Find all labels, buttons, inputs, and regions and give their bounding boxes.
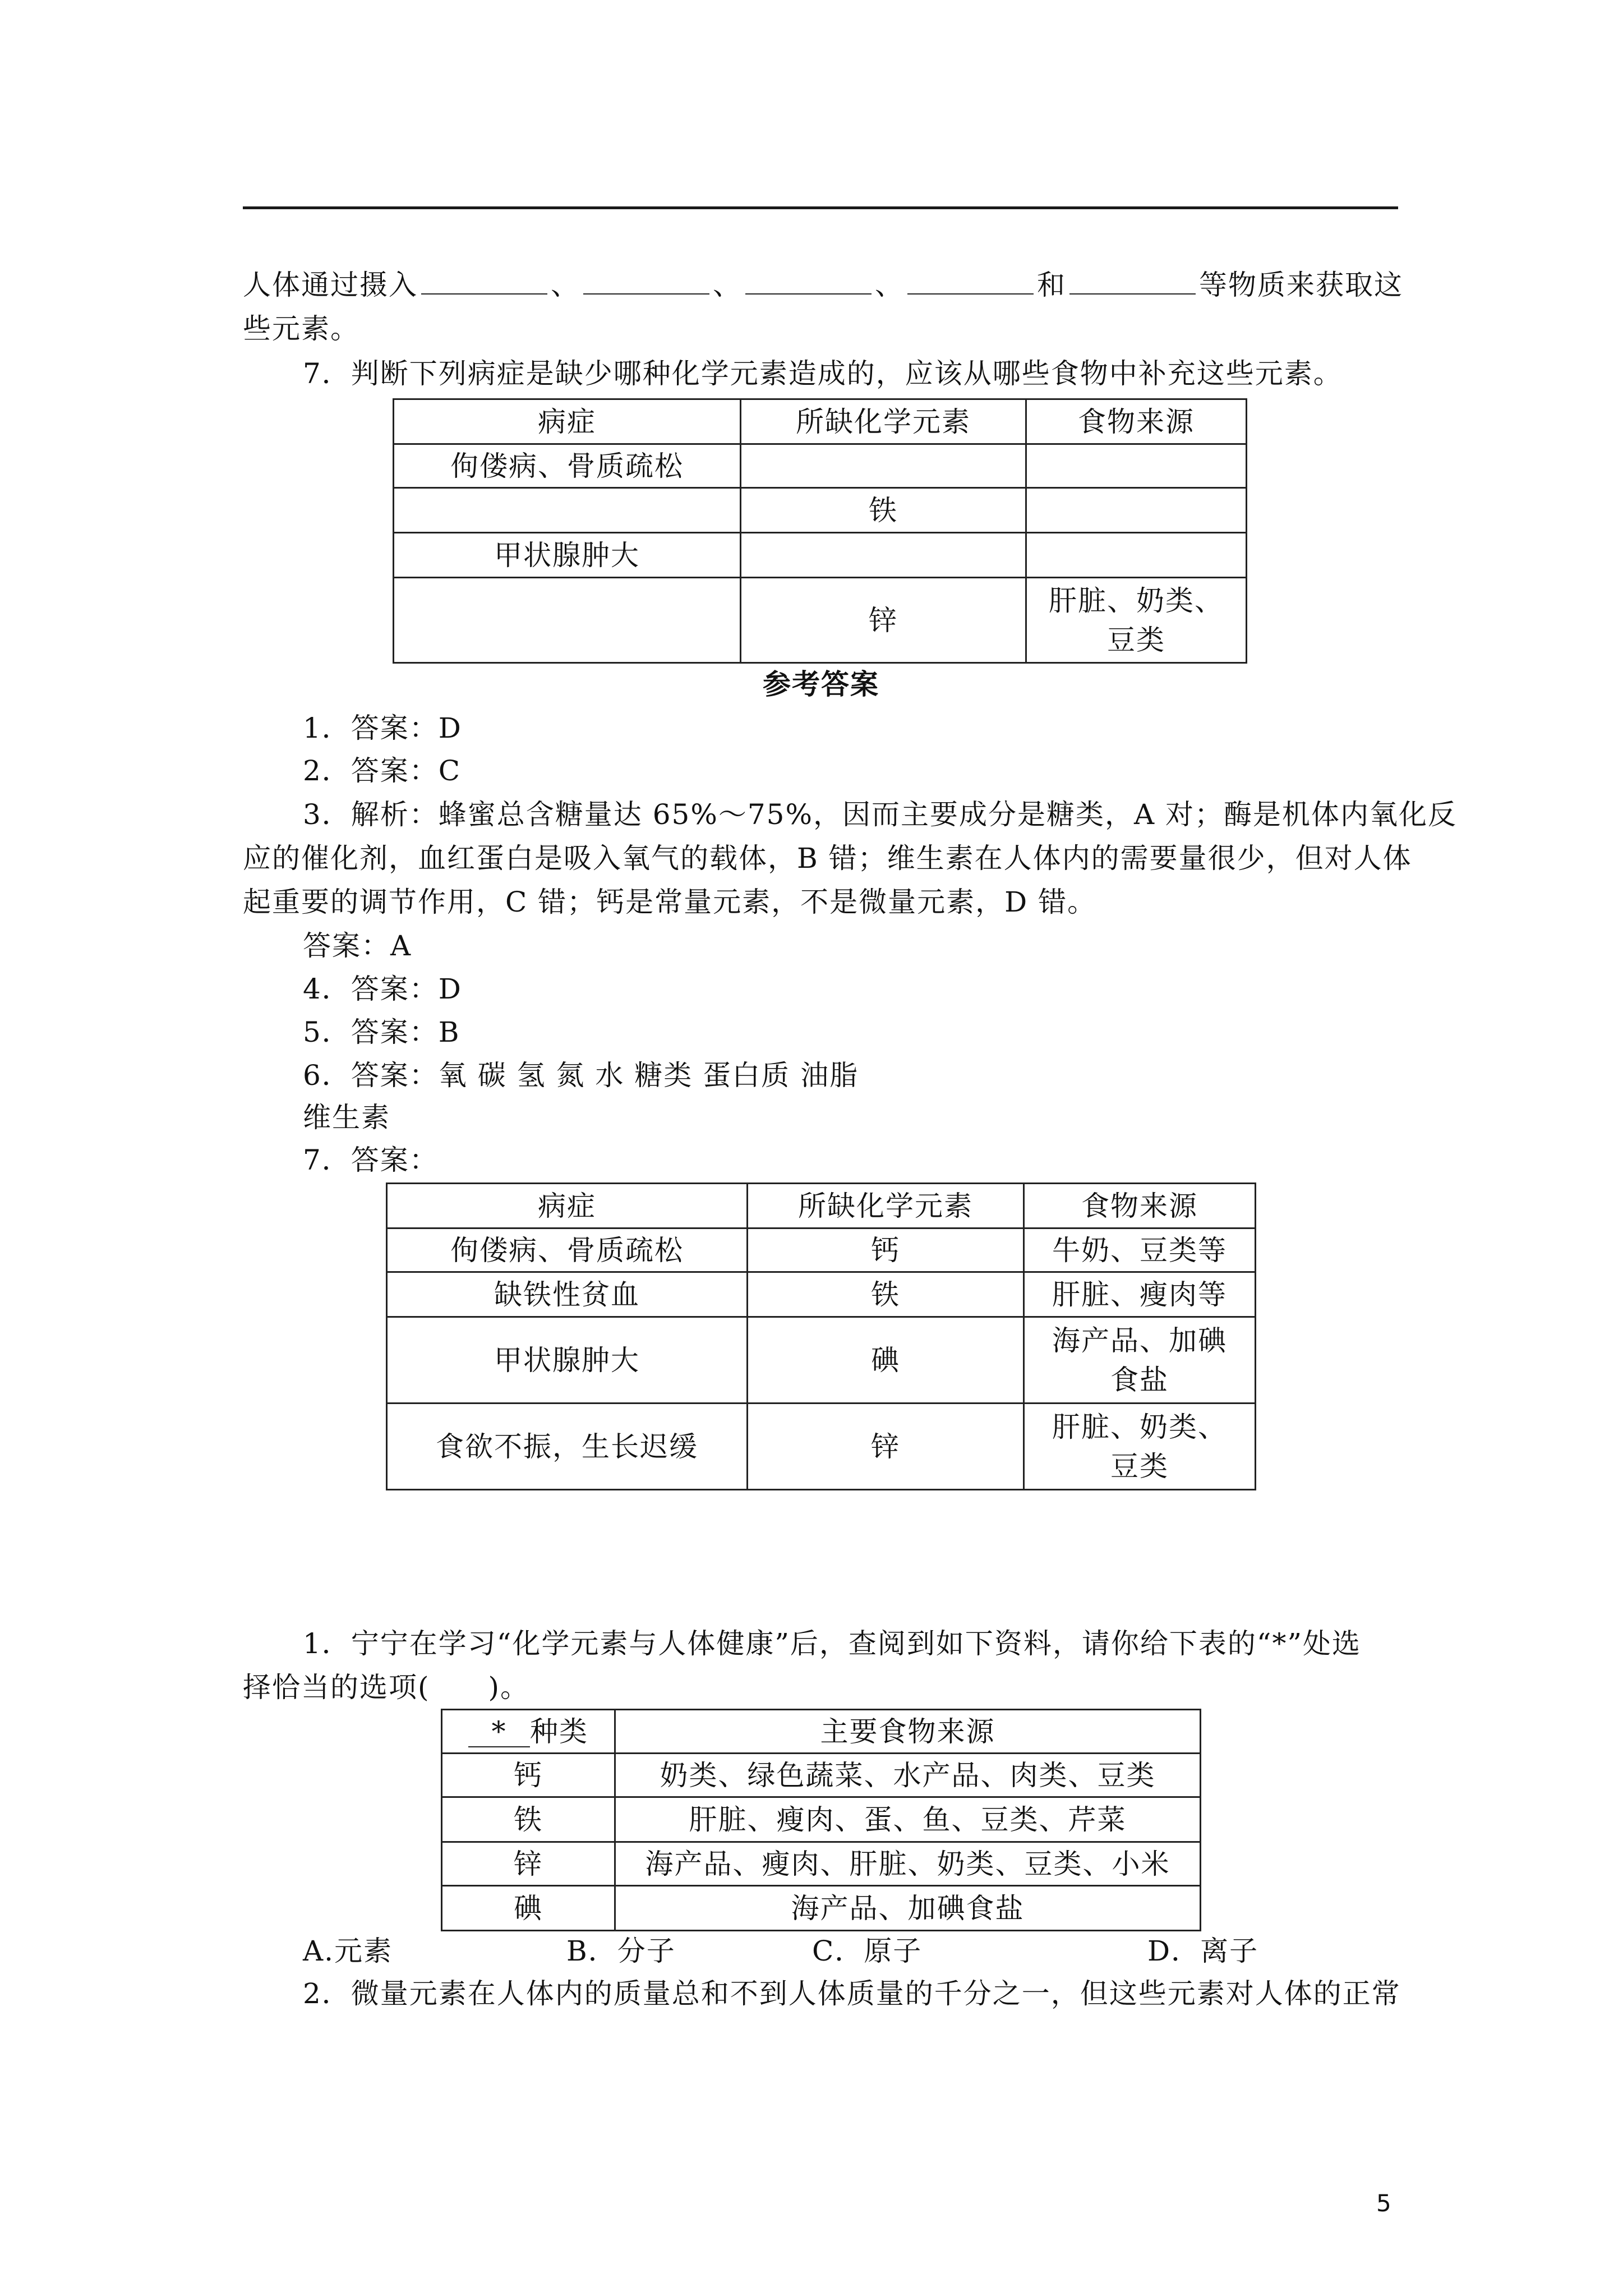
table-cell: 肝脏、奶类、豆类 (1026, 578, 1247, 663)
table-cell: 锌 (442, 1842, 615, 1886)
table-cell (394, 488, 741, 533)
table-header: 病症 (394, 399, 741, 444)
answer-6-line-2: 维生素 (303, 1101, 390, 1134)
table-cell: 缺铁性贫血 (387, 1272, 748, 1317)
question-7: 7．判断下列病症是缺少哪种化学元素造成的，应该从哪些食物中补充这些元素。 (303, 357, 1343, 390)
choice-b[interactable]: B．分子 (566, 1935, 676, 1967)
practice-question-2-line-1: 2．微量元素在人体内的质量总和不到人体质量的千分之一，但这些元素对人体的正常 (303, 1977, 1401, 2010)
table-header: 食物来源 (1024, 1184, 1256, 1228)
table-cell: 佝偻病、骨质疏松 (387, 1228, 748, 1272)
table-header: 所缺化学元素 (748, 1184, 1024, 1228)
answer-3-result: 答案：A (303, 930, 412, 962)
table-cell: 铁 (748, 1272, 1024, 1317)
table-cell: 肝脏、瘦肉、蛋、鱼、豆类、芹菜 (615, 1797, 1201, 1842)
table-cell: 食欲不振，生长迟缓 (387, 1404, 748, 1490)
choice-d[interactable]: D．离子 (1147, 1935, 1259, 1967)
table-cell: 肝脏、奶类、豆类 (1024, 1404, 1256, 1490)
answer-5: 5．答案：B (303, 1016, 460, 1048)
fill-blank-2[interactable] (583, 269, 709, 295)
table-cell: 奶类、绿色蔬菜、水产品、肉类、豆类 (615, 1754, 1201, 1797)
choice-a[interactable]: A.元素 (303, 1935, 393, 1967)
table-header: 食物来源 (1026, 399, 1247, 444)
table-cell (741, 444, 1026, 488)
table-cell (1026, 488, 1247, 533)
answer-6-line-1: 6．答案：氧 碳 氢 氮 水 糖类 蛋白质 油脂 (303, 1059, 859, 1092)
page-number: 5 (1376, 2189, 1391, 2217)
table-cell: 海产品、加碘食盐 (615, 1886, 1201, 1931)
question-table (393, 398, 1247, 664)
practice-question-1-line-1: 1．宁宁在学习“化学元素与人体健康”后，查阅到如下资料，请你给下表的“*”处选 (303, 1627, 1362, 1660)
answer-table (386, 1182, 1256, 1490)
table-cell: 铁 (741, 488, 1026, 533)
table-cell (1026, 533, 1247, 578)
table-cell: 锌 (741, 578, 1026, 663)
element-food-table (441, 1709, 1201, 1931)
table-cell: 碘 (442, 1886, 615, 1931)
table-cell: 肝脏、瘦肉等 (1024, 1272, 1256, 1317)
table-cell: 海产品、瘦肉、肝脏、奶类、豆类、小米 (615, 1842, 1201, 1886)
header-rule (243, 206, 1398, 209)
table-header: 主要食物来源 (615, 1710, 1201, 1754)
practice-question-1-line-2: 择恰当的选项( )。 (243, 1671, 530, 1704)
choice-c[interactable]: C．原子 (812, 1935, 923, 1967)
intro-line-1: 人体通过摄入 、 、 、 和 等物质来获取这 (243, 269, 1403, 301)
answer-3-line-3: 起重要的调节作用，C 错；钙是常量元素，不是微量元素，D 错。 (243, 886, 1097, 918)
answer-4: 4．答案：D (303, 973, 462, 1005)
table-header: 病症 (387, 1184, 748, 1228)
answer-1: 1．答案：D (303, 712, 462, 744)
table-cell (394, 578, 741, 663)
table-cell: 钙 (748, 1228, 1024, 1272)
table-header: * 种类 (442, 1710, 615, 1754)
table-header: 所缺化学元素 (741, 399, 1026, 444)
table-cell: 甲状腺肿大 (387, 1317, 748, 1404)
answer-2: 2．答案：C (303, 754, 462, 787)
star-placeholder: * (468, 1717, 530, 1747)
table-cell: 钙 (442, 1754, 615, 1797)
fill-blank-4[interactable] (907, 269, 1034, 295)
table-cell (1026, 444, 1247, 488)
answer-3-line-2: 应的催化剂，血红蛋白是吸入氧气的载体，B 错；维生素在人体内的需要量很少，但对人体 (243, 842, 1412, 875)
table-cell: 海产品、加碘食盐 (1024, 1317, 1256, 1404)
answer-3-line-1: 3．解析：蜂蜜总含糖量达 65%～75%，因而主要成分是糖类，A 对；酶是机体内氧化反 (303, 798, 1457, 831)
fill-blank-5[interactable] (1069, 269, 1196, 295)
fill-blank-1[interactable] (421, 269, 547, 295)
table-cell (741, 533, 1026, 578)
answer-7: 7．答案： (303, 1144, 439, 1176)
table-cell: 碘 (748, 1317, 1024, 1404)
table-cell: 锌 (748, 1404, 1024, 1490)
table-cell: 铁 (442, 1797, 615, 1842)
table-cell: 甲状腺肿大 (394, 533, 741, 578)
fill-blank-3[interactable] (745, 269, 872, 295)
table-cell: 佝偻病、骨质疏松 (394, 444, 741, 488)
table-cell: 牛奶、豆类等 (1024, 1228, 1256, 1272)
answers-heading: 参考答案 (763, 668, 879, 701)
intro-line-2: 些元素。 (243, 312, 359, 345)
